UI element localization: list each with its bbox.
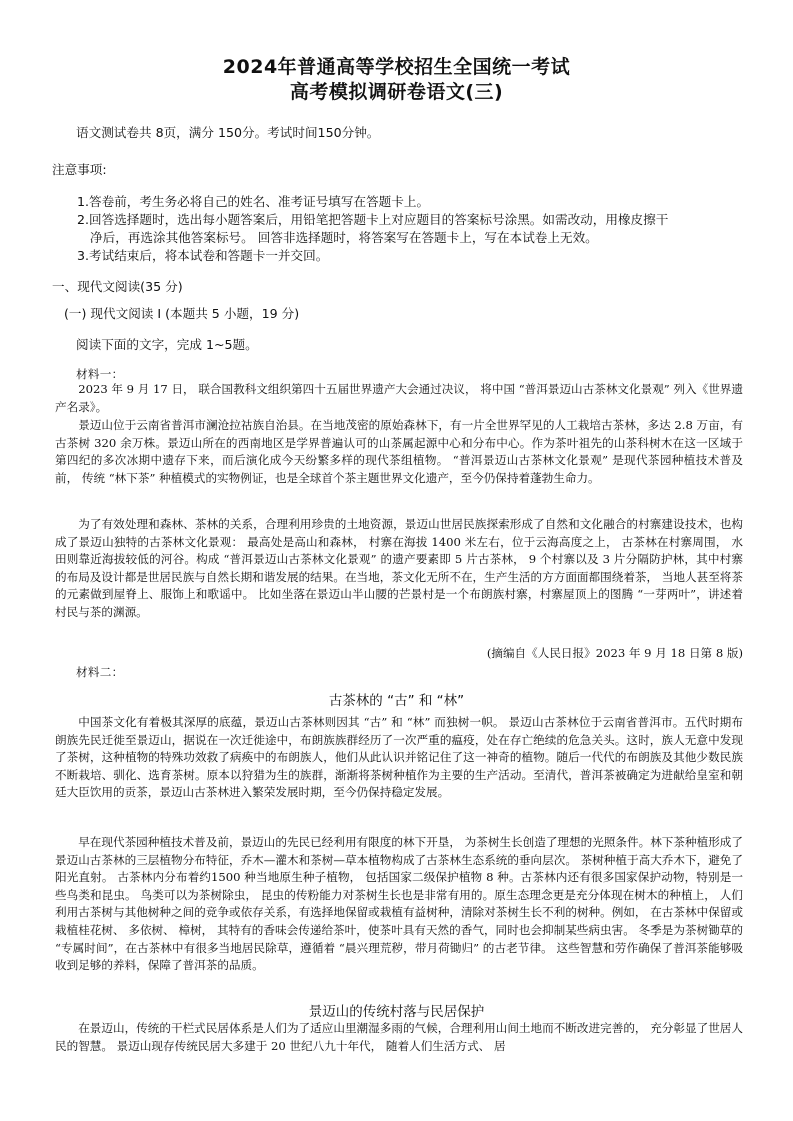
material2-paragraph: 在景迈山，传统的干栏式民居体系是人们为了适应山里潮湿多雨的气候，合理利用山间土地而不断改进完善的， 充分彰显了世居人民的智慧。 景迈山现存传统民居大多建于 20 世纪八九十年代， 随着人们生活方式、 居 (55, 1021, 743, 1053)
exam-subtitle: 高考模拟调研卷语文(三) (289, 81, 504, 103)
notice-item: 1.答卷前，考生务必将自己的姓名、准考证号填写在答题卡上。 (77, 194, 430, 209)
subsection-heading: (一) 现代文阅读 Ⅰ (本题共 5 小题，19 分) (64, 306, 300, 321)
exam-title: 2024年普通高等学校招生全国统一考试 (222, 56, 571, 78)
notice-item: 3.考试结束后，将本试卷和答题卡一并交回。 (77, 248, 329, 263)
reading-instruction: 阅读下面的文字，完成 1~5题。 (76, 337, 258, 352)
material2-paragraph: 中国茶文化有着极其深厚的底蕴，景迈山古茶林则因其 “古” 和 “林” 而独树一帜。 景迈山古茶林位于云南省普洱市。五代时期布朗族先民迁徙至景迈山，据说在一次迁徙途中，布朗族族群经历了一次严重的瘟疫，处在存亡绝续的危急关头。这时，族人无意中发现了茶树，这种植物的特殊功效救了病痪中的布朗族人，他们从此认识并铭记住了这一神奇的植物。随后一代代的布朗族及其他少数民族不断栽培、驯化、选育茶树。原本以狩猎为生的族群，渐渐将茶树种植作为主要的生产活动。至清代，普洱茶被确定为进献给皇室和朝廷大臣饮用的贡茶，景迈山古茶林进入繁荣发展时期，至今仍保持稳定发展。 (55, 715, 743, 800)
exam-intro: 语文测试卷共 8页，满分 150分。考试时间150分钟。 (76, 125, 380, 140)
notice-item: 2.回答选择题时，选出每小题答案后，用铅笔把答题卡上对应题目的答案标号涂黑。如需改动，用橡皮擦干 (77, 212, 669, 227)
material1-paragraph: 为了有效处理和森林、茶林的关系，合理利用珍贵的土地资源，景迈山世居民族探索形成了自然和文化融合的村寨建设技术，也构成了景迈山独特的古茶林文化景观： 最高处是高山和森林， 村寨在海拔 1400 米左右，位于云海高度之上， 古茶林在村寨周围， 水田则靠近海拔较低的河谷。构成 “普洱景迈山古茶林文化景观” 的遗产要素即 5 片古茶林， 9 个村寨以及 3 片分隔防护林，其中村寨的布局及设计都是世居民族与自然长期和谐发展的结果。在当地，茶文化无所不在，生产生活的方方面面都围绕着茶， 当地人甚至将茶的元素做到屋脊上、服饰上和歌谣中。 比如坐落在景迈山半山腰的芒景村是一个布朗族村寨，村寨屋顶上的图腾 “一芽两叶”，讲述着村民与茶的渊源。 (55, 517, 743, 619)
material2-subtitle: 景迈山的传统村落与民居保护 (308, 1004, 485, 1020)
notice-item: 净后，再选涂其他答案标号。 回答非选择题时，将答案写在答题卡上，写在本试卷上无效。 (90, 230, 598, 245)
notice-heading: 注意事项: (52, 162, 107, 177)
material1-paragraph: 景迈山位于云南省普洱市澜沧拉祜族自治县。在当地茂密的原始森林下，有一片全世界罕见的人工栽培古茶林，多达 2.8 万亩，有古茶树 320 余万株。景迈山所在的西南地区是学界普遍认可的山茶属起源中心和分布中心。作为茶叶祖先的山茶科树木在这一区域于第四纪的多次冰期中遗存下来，而后演化成今天纷繁多样的现代茶组植物。 “普洱景迈山古茶林文化景观” 是现代茶园种植技术普及前， 传统 “林下茶” 种植模式的实物例证，也是全球首个茶主题世界文化遗产，至今仍保持着蓬勃生命力。 (55, 418, 743, 485)
material1-paragraph: 2023 年 9 月 17 日， 联合国教科文组织第四十五届世界遗产大会通过决议， 将中国 “普洱景迈山古茶林文化景观” 列入《世界遗产名录》。 (55, 382, 743, 414)
material2-paragraph: 早在现代茶园种植技术普及前，景迈山的先民已经利用有限度的林下开垦， 为茶树生长创造了理想的光照条件。林下茶种植形成了景迈山古茶林的三层植物分布特征，乔木—灌木和茶树—草本植物构成了古茶林生态系统的垂向层次。 茶树种植于高大乔木下，避免了阳光直射。 古茶林内分布着约1500 种当地原生种子植物， 包括国家二级保护植物 8 种。古茶林内还有很多国家保护动物，特别是一些鸟类和昆虫。 鸟类可以为茶树除虫， 昆虫的传粉能力对茶树生长也是非常有用的。原生态理念更是充分体现在树木的种植上， 人们利用古茶树与其他树种之间的竞争或依存关系，有选择地保留或栽植有益树种，清除对茶树生长不利的树种。例如， 在古茶林中保留或栽植桂花树、 多依树、 樟树， 其特有的香味会传递给茶叶，使茶叶具有天然的香气，同时也会抑制某些病虫害。 冬季是为茶树锄草的 “专属时间”，在古茶林中有很多当地居民除草，遵循着 “晨兴理荒秽，带月荷锄归” 的古老节律。 这些智慧和劳作确保了普洱茶能够吸收到足够的养料，保障了普洱茶的品质。 (55, 835, 743, 973)
material1-source: (摘编自《人民日报》2023 年 9 月 18 日第 8 版) (486, 646, 743, 660)
material-label: 材料二： (76, 665, 124, 679)
material2-title: 古茶林的 “古” 和 “林” (328, 693, 465, 709)
material-label: 材料一： (76, 367, 124, 381)
section-heading: 一、现代文阅读(35 分) (52, 279, 183, 294)
